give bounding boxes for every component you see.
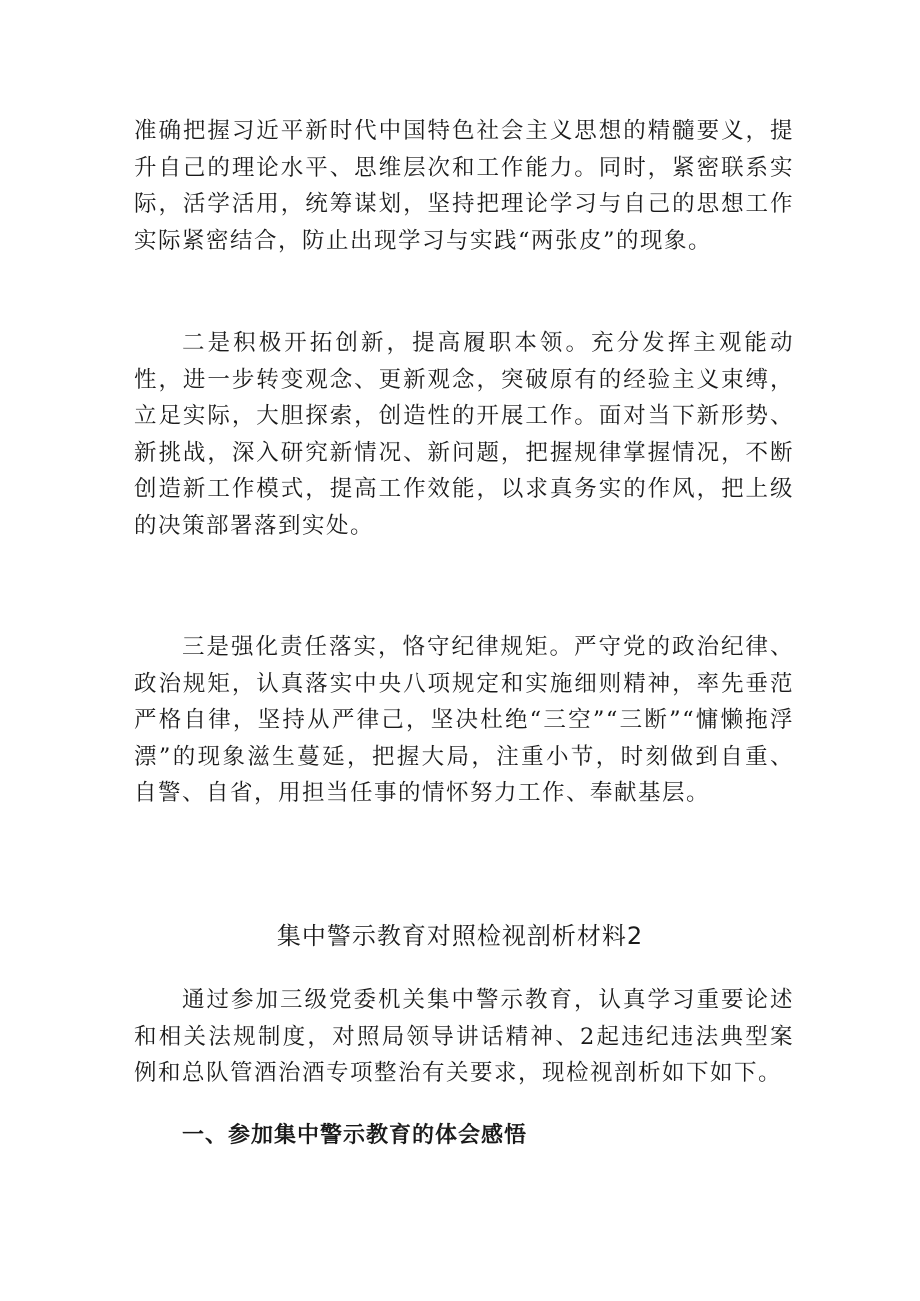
body-paragraph-1: 准确把握习近平新时代中国特色社会主义思想的精髓要义，提升自己的理论水平、思维层次和工作能力。同时，紧密联系实际，活学活用，统筹谋划，坚持把理论学习与自己的思想工作实际紧密结合，防止出现学习与实践“两张皮”的现象。 — [134, 118, 794, 254]
body-paragraph-3: 三是强化责任落实，恪守纪律规矩。严守党的政治纪律、政治规矩，认真落实中央八项规定和实施细则精神，率先垂范严格自律，坚持从严律己，坚决杜绝“三空”“三断”“慵懒拖浮漂”的现象滋生蔓延，把握大局，注重小节，时刻做到自重、自警、自省，用担当任事的情怀努力工作、奉献基层。 — [134, 634, 794, 806]
heading-level-1: 一、参加集中警示教育的体会感悟 — [182, 1123, 528, 1148]
intro-paragraph: 通过参加三级党委机关集中警示教育，认真学习重要论述和相关法规制度，对照局领导讲话精神、2起违纪违法典型案例和总队管酒治酒专项整治有关要求，现检视剖析如下如下。 — [134, 987, 794, 1086]
body-paragraph-2: 二是积极开拓创新，提高履职本领。充分发挥主观能动性，进一步转变观念、更新观念，突破原有的经验主义束缚，立足实际，大胆探索，创造性的开展工作。面对当下新形势、新挑战，深入研究新情况、新问题，把握规律掌握情况，不断创造新工作模式，提高工作效能，以求真务实的作风，把上级的决策部署落到实处。 — [134, 330, 794, 539]
section-title: 集中警示教育对照检视剖析材料2 — [276, 922, 644, 950]
